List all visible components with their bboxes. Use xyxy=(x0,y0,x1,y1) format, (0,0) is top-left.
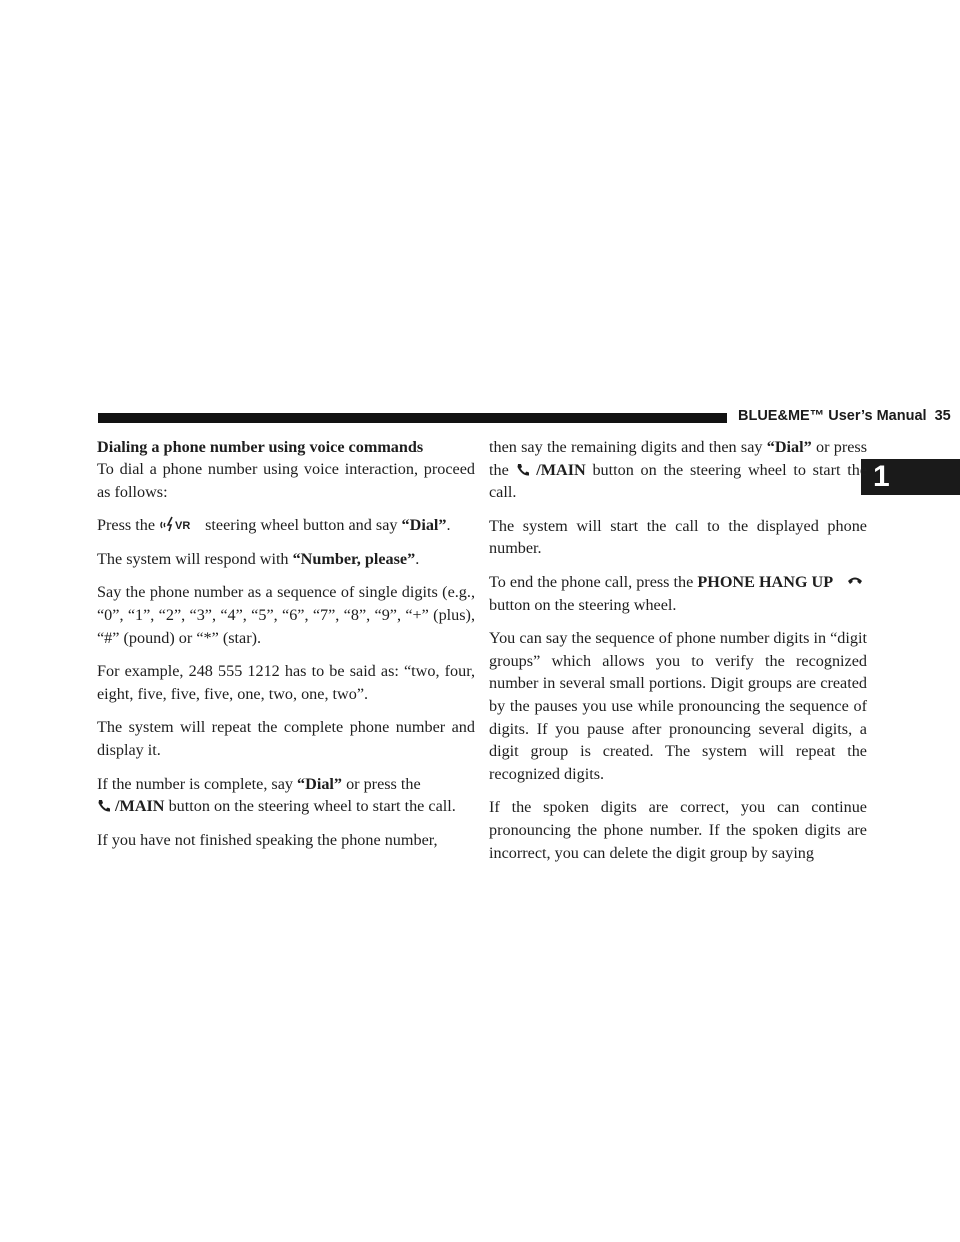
voice-recognition-icon xyxy=(159,516,201,532)
paragraph: If the spoken digits are correct, you can continue pronouncing the phone number. If the spoken digits are incorrect, you can delete the digit group by saying xyxy=(489,798,867,862)
section-heading: Dialing a phone number using voice commands xyxy=(97,438,424,456)
paragraph: To end the phone call, press the PHONE HANG UP button on the steering wheel. xyxy=(489,571,867,616)
paragraph: If the number is complete, say “Dial” or press the /MAIN button on the steering wheel to start the call. xyxy=(97,774,456,816)
manual-title: BLUE&ME™ User’s Manual xyxy=(738,408,927,424)
paragraph: For example, 248 555 1212 has to be said as: “two, four, eight, five, five, five, one, two, one, two”. xyxy=(97,662,475,703)
phone-pickup-icon xyxy=(97,799,111,813)
phone-hangup-icon xyxy=(847,575,863,585)
running-header xyxy=(738,406,951,426)
chapter-tab: 1 xyxy=(861,459,960,495)
right-column xyxy=(489,436,867,875)
header-rule xyxy=(98,413,727,423)
left-column xyxy=(97,436,475,862)
page-number: 35 xyxy=(934,408,951,424)
paragraph: The system will start the call to the displayed phone number. xyxy=(489,516,867,558)
svg-text:VR: VR xyxy=(175,520,191,533)
paragraph: To dial a phone number using voice interaction, proceed as follows: xyxy=(97,460,475,501)
phone-pickup-icon xyxy=(516,463,530,477)
paragraph: Press the VR steering wheel button and say “Dial”. xyxy=(97,516,451,535)
paragraph: If you have not finished speaking the phone number, xyxy=(97,830,438,849)
paragraph: then say the remaining digits and then say “Dial” or press the /MAIN button on the steering wheel to start the call. xyxy=(489,438,868,502)
paragraph: Say the phone number as a sequence of single digits (e.g., “0”, “1”, “2”, “3”, “4”, “5”, “6”, “7”, “8”, “9”, “+” (plus), “#” (pound) or “*” (star). xyxy=(97,583,475,647)
paragraph: You can say the sequence of phone number digits in “digit groups” which allows you to verify the recognized number in several small portions. Digit groups are created by the pauses you use while pronouncing the sequence of digits. If you pause after pronouncing several digits, a digit group is created. The system will repeat the recognized digits. xyxy=(489,629,867,783)
paragraph: The system will repeat the complete phone number and display it. xyxy=(97,718,475,759)
paragraph: The system will respond with “Number, please”. xyxy=(97,549,420,568)
